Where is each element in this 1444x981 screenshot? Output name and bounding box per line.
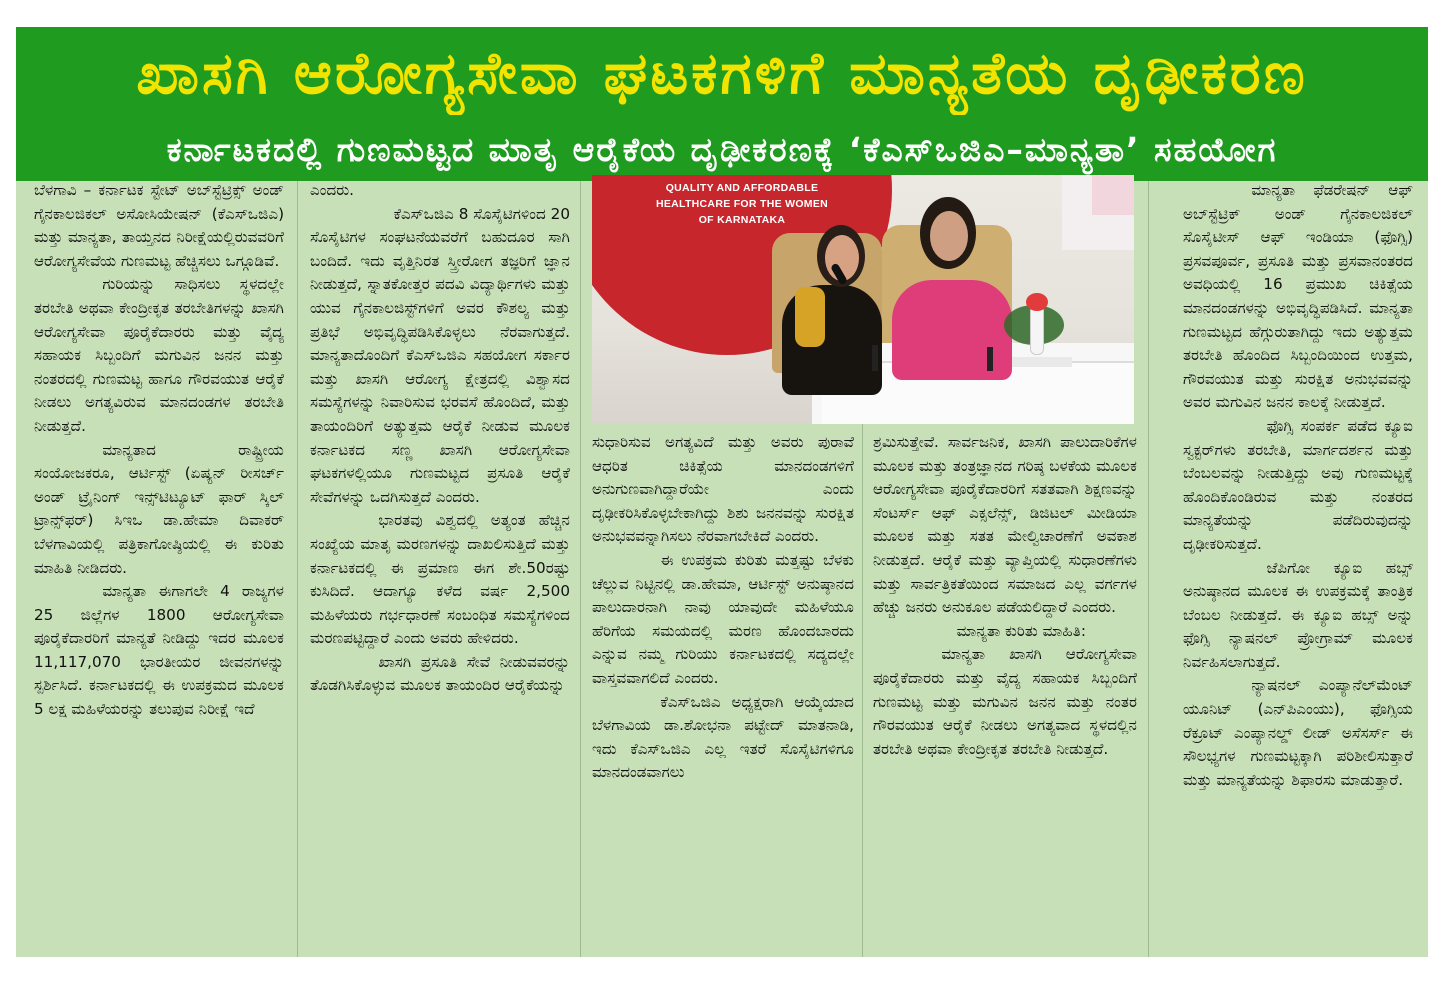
paragraph: ಬೆಳಗಾವಿ – ಕರ್ನಾಟಕ ಸ್ಟೇಟ್ ಅಬ್‌ಸ್ಟೆಟ್ರಿಕ್ಸ್ ಅಂಡ್ ಗೈನಕಾಲಜಿಕಲ್ ಅಸೋಸಿಯೇಷನ್ (ಕೆಎಸ್‌ಒಜಿಎ) ಮತ್ತು ಮಾನ್ಯತಾ, ತಾಯ್ತನದ ನಿರೀಕ್ಷೆಯಲ್ಲಿರುವವರಿಗೆ ಆರೋಗ್ಯಸೇವೆಯ ಗುಣಮಟ್ಟ ಹೆಚ್ಚಿಸಲು ಒಗ್ಗೂಡಿವೆ. bbox=[34, 181, 284, 270]
article-column-2 bbox=[310, 179, 570, 957]
paragraph: ಖಾಸಗಿ ಪ್ರಸೂತಿ ಸೇವೆ ನೀಡುವವರನ್ನು ತೊಡಗಿಸಿಕೊಳ್ಳುವ ಮೂಲಕ ತಾಯಂದಿರ ಆರೈಕೆಯನ್ನು bbox=[310, 652, 570, 695]
flower-vase bbox=[1030, 305, 1044, 355]
paragraph: ನ್ಯಾಷನಲ್ ಎಂಪ್ಯಾನೆಲ್‌ಮೆಂಟ್ ಯೂನಿಟ್ (ಎನ್‌ಪಿಎಂಯು), ಫೊಗ್ಸಿಯ ರೆಕ್ರೂಟ್ ಎಂಪ್ಯಾನಲ್ಡ್ ಲೀಡ್ ಅಸೆಸರ್ಸ್ ಈ ಸೌಲಭ್ಯಗಳ ಗುಣಮಟ್ಟಕ್ಕಾಗಿ ಪರಿಶೀಲಿಸುತ್ತಾರೆ ಮತ್ತು ಮಾನ್ಯತೆಯನ್ನು ಶಿಫಾರಸು ಮಾಡುತ್ತಾರೆ. bbox=[1183, 676, 1413, 789]
paragraph: ಫೊಗ್ಸಿ ಸಂಪರ್ಕ ಪಡೆದ ಕ್ಯೂಐ ಸ್ವಕ್ಟರ್‌ಗಳು ತರಬೇತಿ, ಮಾರ್ಗದರ್ಶನ ಮತ್ತು ಬೆಂಬಲವನ್ನು ನೀಡುತ್ತಿದ್ದು ಅವು ಗುಣಮಟ್ಟಕ್ಕೆ ಹೊಂದಿಕೊಂಡಿರುವ ಮತ್ತು ನಂತರದ ಮಾನ್ಯತೆಯನ್ನು ಪಡೆದಿರುವುದನ್ನು ದೃಢೀಕರಿಸುತ್ತದೆ. bbox=[1183, 416, 1413, 553]
table-microphone bbox=[872, 345, 878, 371]
column-divider bbox=[297, 181, 298, 957]
paragraph: ಭಾರತವು ವಿಶ್ವದಲ್ಲಿ ಅತ್ಯಂತ ಹೆಚ್ಚಿನ ಸಂಖ್ಯೆಯ ಮಾತೃ ಮರಣಗಳನ್ನು ದಾಖಲಿಸುತ್ತಿದೆ ಮತ್ತು ಕರ್ನಾಟಕದಲ್ಲಿ ಈ ಪ್ರಮಾಣ ಈಗ ಶೇ.50ರಷ್ಟು ಕುಸಿದಿದೆ. ಆದಾಗ್ಯೂ ಕಳೆದ ವರ್ಷ 2,500 ಮಹಿಳೆಯರು ಗರ್ಭಧಾರಣೆ ಸಂಬಂಧಿತ ಸಮಸ್ಯೆಗಳಿಂದ ಮರಣಪಟ್ಟಿದ್ದಾರೆ ಎಂದು ಅವರು ಹೇಳಿದರು. bbox=[310, 511, 570, 648]
article-column-5 bbox=[1183, 179, 1413, 957]
paragraph: ಕೆಎಸ್‌ಒಜಿಎ ಅಧ್ಯಕ್ಷರಾಗಿ ಆಯ್ಕೆಯಾದ ಬೆಳಗಾವಿಯ ಡಾ.ಶೋಭನಾ ಪಟ್ಟೇದ್ ಮಾತನಾಡಿ, ಇದು ಕೆಎಸ್‌ಒಜಿಎ ಎಲ್ಲ ಇತರೆ ಸೊಸೈಟಿಗಳಿಗೂ ಮಾನದಂಡವಾಗಲು bbox=[592, 692, 854, 782]
paragraph: ಗುರಿಯನ್ನು ಸಾಧಿಸಲು ಸ್ಥಳದಲ್ಲೇ ತರಬೇತಿ ಅಥವಾ ಕೇಂದ್ರೀಕೃತ ತರಬೇತಿಗಳನ್ನು ಖಾಸಗಿ ಆರೋಗ್ಯಸೇವಾ ಪೂರೈಕೆದಾರರು ಮತ್ತು ವೈದ್ಯ ಸಹಾಯಕ ಸಿಬ್ಬಂದಿಗೆ ಮಗುವಿನ ಜನನ ಮತ್ತು ನಂತರದಲ್ಲಿ ಗುಣಮಟ್ಟ ಹಾಗೂ ಗೌರವಯುತ ಆರೈಕೆ ನೀಡಲು ಅಗತ್ಯವಿರುವ ಮಾನದಂಡಗಳ ತರಬೇತಿ ನೀಡುತ್ತದೆ. bbox=[34, 275, 284, 435]
red-flower bbox=[1026, 293, 1048, 311]
article-column-3 bbox=[592, 431, 854, 957]
article-column-4 bbox=[873, 431, 1137, 957]
table-papers bbox=[1012, 357, 1072, 367]
section-subheading: ಮಾನ್ಯತಾ ಕುರಿತು ಮಾಹಿತಿ: bbox=[956, 621, 1086, 640]
paragraph: ಮಾನ್ಯತಾ ಫೆಡರೇಷನ್ ಆಫ್ ಅಬ್‌ಸ್ಟೆಟ್ರಿಕ್ ಅಂಡ್ ಗೈನಕಾಲಜಿಕಲ್ ಸೊಸೈಟೀಸ್ ಆಫ್ ಇಂಡಿಯಾ (ಫೊಗ್ಸಿ) ಪ್ರಸವಪೂರ್ವ, ಪ್ರಸೂತಿ ಮತ್ತು ಪ್ರಸವಾನಂತರದ ಅವಧಿಯಲ್ಲಿ 16 ಪ್ರಮುಖ ಚಿಕಿತ್ಸೆಯ ಮಾನದಂಡಗಳನ್ನು ಅಭಿವೃದ್ಧಿಪಡಿಸಿದೆ. ಮಾನ್ಯತಾ ಗುಣಮಟ್ಟದ ಹೆಗ್ಗುರುತಾಗಿದ್ದು ಇದು ಅತ್ಯುತ್ತಮ ತರಬೇತಿ ಹೊಂದಿದ ಸಿಬ್ಬಂದಿಯಿಂದ ಉತ್ತಮ, ಗೌರವಯುತ ಮತ್ತು ಸುರಕ್ಷಿತ ಅನುಭವವನ್ನು ಅವರ ಮಗುವಿನ ಜನನ ಕಾಲಕ್ಕೆ ನೀಡುತ್ತದೆ. bbox=[1183, 181, 1413, 412]
table-microphone bbox=[987, 347, 993, 371]
paragraph: ಮಾನ್ಯತಾ ಖಾಸಗಿ ಆರೋಗ್ಯಸೇವಾ ಪೂರೈಕೆದಾರರು ಮತ್ತು ವೈದ್ಯ ಸಹಾಯಕ ಸಿಬ್ಬಂದಿಗೆ ಗುಣಮಟ್ಟ ಮತ್ತು ಮಗುವಿನ ಜನನ ಮತ್ತು ನಂತರ ಗೌರವಯುತ ಆರೈಕೆ ನೀಡಲು ಅಗತ್ಯವಾದ ಸ್ಥಳದಲ್ಲಿನ ತರಬೇತಿ ಅಥವಾ ಕೇಂದ್ರೀಕೃತ ತರಬೇತಿ ನೀಡುತ್ತದೆ. bbox=[873, 645, 1137, 758]
speaker-left-saree-border bbox=[795, 287, 825, 347]
headline-banner bbox=[16, 27, 1428, 181]
subheadline: ಕರ್ನಾಟಕದಲ್ಲಿ ಗುಣಮಟ್ಟದ ಮಾತೃ ಆರೈಕೆಯ ದೃಢೀಕರಣಕ್ಕೆ ‘ಕೆಎಸ್‌ಒಜಿಎ–ಮಾನ್ಯತಾ’ ಸಹಯೋಗ bbox=[166, 130, 1278, 169]
paragraph: ಸುಧಾರಿಸುವ ಅಗತ್ಯವಿದೆ ಮತ್ತು ಅವರು ಪುರಾವೆ ಆಧರಿತ ಚಿಕಿತ್ಸೆಯ ಮಾನದಂಡಗಳಿಗೆ ಅನುಗುಣವಾಗಿದ್ದಾರೆಯೇ ಎಂದು ದೃಢೀಕರಿಸಿಕೊಳ್ಳಬೇಕಾಗಿದ್ದು ಶಿಶು ಜನನವನ್ನು ಸುರಕ್ಷಿತ ಅನುಭವವನ್ನಾಗಿಸಲು ನೆರವಾಗಬೇಕಿದೆ ಎಂದರು. bbox=[592, 433, 854, 546]
column-divider bbox=[580, 181, 581, 957]
column-divider bbox=[1148, 181, 1149, 957]
paragraph: ಶ್ರಮಿಸುತ್ತೇವೆ. ಸಾರ್ವಜನಿಕ, ಖಾಸಗಿ ಪಾಲುದಾರಿಕೆಗಳ ಮೂಲಕ ಮತ್ತು ತಂತ್ರಜ್ಞಾನದ ಗರಿಷ್ಠ ಬಳಕೆಯ ಮೂಲಕ ಆರೋಗ್ಯಸೇವಾ ಪೂರೈಕೆದಾರರಿಗೆ ಸತತವಾಗಿ ಶಿಕ್ಷಣವನ್ನು ಸೆಂಟರ್ಸ್ ಆಫ್ ಎಕ್ಸಲೆನ್ಸ್, ಡಿಜಿಟಲ್ ಮೀಡಿಯಾ ಮೂಲಕ ಮತ್ತು ಸತತ ಮೇಲ್ವಿಚಾರಣೆಗೆ ಅವಕಾಶ ನೀಡುತ್ತದೆ. ಆರೈಕೆ ಮತ್ತು ವ್ಯಾಪ್ತಿಯಲ್ಲಿ ಸುಧಾರಣೆಗಳು ಮತ್ತು ಸಾರ್ವತ್ರಿಕತೆಯಿಂದ ಸಮಾಜದ ಎಲ್ಲ ವರ್ಗಗಳ ಹೆಚ್ಚು ಜನರು ಅನುಕೂಲ ಪಡೆಯಲಿದ್ದಾರೆ ಎಂದರು. bbox=[873, 433, 1137, 617]
press-conference-photo bbox=[592, 175, 1134, 424]
event-banner-text: QUALITY AND AFFORDABLE HEALTHCARE FOR THE WOMEN OF KARNATAKA bbox=[655, 182, 829, 226]
headline: ಖಾಸಗಿ ಆರೋಗ್ಯಸೇವಾ ಘಟಕಗಳಿಗೆ ಮಾನ್ಯತೆಯ ದೃಢೀಕರಣ bbox=[136, 38, 1308, 107]
paragraph: ಕೆಎಸ್‌ಒಜಿಎ 8 ಸೊಸೈಟಿಗಳಿಂದ 20 ಸೊಸೈಟಿಗಳ ಸಂಘಟನೆಯವರೆಗೆ ಬಹುದೂರ ಸಾಗಿ ಬಂದಿದೆ. ಇದು ವೃತ್ತಿನಿರತ ಸ್ತ್ರೀರೋಗ ತಜ್ಞರಿಗೆ ಜ್ಞಾನ ನೀಡುತ್ತದೆ, ಸ್ನಾತಕೋತ್ತರ ಪದವಿ ವಿದ್ಯಾರ್ಥಿಗಳು ಮತ್ತು ಯುವ ಗೈನಕಾಲಜಿಸ್ಟ್‌ಗಳಿಗೆ ಅವರ ಕೌಶಲ್ಯ ಮತ್ತು ಪ್ರತಿಭೆ ಅಭಿವೃದ್ಧಿಪಡಿಸಿಕೊಳ್ಳಲು ನೆರವಾಗುತ್ತದೆ. ಮಾನ್ಯತಾದೊಂದಿಗೆ ಕೆಎಸ್‌ಒಜಿಎ ಸಹಯೋಗ ಸರ್ಕಾರ ಮತ್ತು ಖಾಸಗಿ ಆರೋಗ್ಯ ಕ್ಷೇತ್ರದಲ್ಲಿ ವಿಶ್ವಾಸದ ಸಮಸ್ಯೆಗಳನ್ನು ನಿವಾರಿಸುವ ಭರವಸೆ ಹೊಂದಿದೆ, ಮತ್ತು ತಾಯಂದಿರಿಗೆ ಅತ್ಯುತ್ತಮ ಆರೈಕೆ ನೀಡುವ ಮೂಲಕ ಕರ್ನಾಟಕದ ಸಣ್ಣ ಖಾಸಗಿ ಆರೋಗ್ಯಸೇವಾ ಘಟಕಗಳಲ್ಲಿಯೂ ಗುಣಮಟ್ಟದ ಪ್ರಸೂತಿ ಆರೈಕೆ ಸೇವೆಗಳನ್ನು ಒದಗಿಸುತ್ತದೆ ಎಂದರು. bbox=[310, 204, 570, 506]
paragraph: ಮಾನ್ಯತಾದ ರಾಷ್ಟ್ರೀಯ ಸಂಯೋಜಕರೂ, ಆರ್ಟಿಸ್ಟ್ (ಏಷ್ಯನ್ ರೀಸರ್ಚ್ ಅಂಡ್ ಟ್ರೈನಿಂಗ್ ಇನ್ಸ್‌ಟಿಟ್ಯೂಟ್ ಫಾರ್ ಸ್ಕಿಲ್ ಟ್ರಾನ್ಸ್‌ಫರ್) ಸಿಇಒ ಡಾ.ಹೇಮಾ ದಿವಾಕರ್ ಬೆಳಗಾವಿಯಲ್ಲಿ ಪತ್ರಿಕಾಗೋಷ್ಠಿಯಲ್ಲಿ ಈ ಕುರಿತು ಮಾಹಿತಿ ನೀಡಿದರು. bbox=[34, 440, 284, 577]
paragraph: ಮಾನ್ಯತಾ ಈಗಾಗಲೇ 4 ರಾಜ್ಯಗಳ 25 ಜಿಲ್ಲೆಗಳ 1800 ಆರೋಗ್ಯಸೇವಾ ಪೂರೈಕೆದಾರರಿಗೆ ಮಾನ್ಯತೆ ನೀಡಿದ್ದು ಇದರ ಮೂಲಕ 11,117,070 ಭಾರತೀಯರ ಜೀವನಗಳನ್ನು ಸ್ಪರ್ಶಿಸಿದೆ. ಕರ್ನಾಟಕದಲ್ಲಿ ಈ ಉಪಕ್ರಮದ ಮೂಲಕ 5 ಲಕ್ಷ ಮಹಿಳೆಯರನ್ನು ತಲುಪುವ ನಿರೀಕ್ಷೆ ಇದೆ bbox=[34, 582, 284, 719]
article-column-1 bbox=[34, 179, 284, 957]
paragraph: ಎಂದರು. bbox=[310, 181, 354, 199]
speaker-right-face bbox=[930, 211, 968, 261]
screen-pink-panel bbox=[1092, 175, 1134, 215]
speaker-right-body bbox=[892, 280, 1012, 380]
paragraph: ಜೆಪಿಗೋ ಕ್ಯೂಐ ಹಬ್ಸ್ ಅನುಷ್ಠಾನದ ಮೂಲಕ ಈ ಉಪಕ್ರಮಕ್ಕೆ ತಾಂತ್ರಿಕ ಬೆಂಬಲ ನೀಡುತ್ತದೆ. ಈ ಕ್ಯೂಐ ಹಬ್ಸ್ ಅನ್ನು ಫೊಗ್ಸಿ ನ್ಯಾಷನಲ್ ಪ್ರೋಗ್ರಾಮ್ ಮೂಲಕ ನಿರ್ವಹಿಸಲಾಗುತ್ತದೆ. bbox=[1183, 558, 1413, 671]
paragraph: ಈ ಉಪಕ್ರಮ ಕುರಿತು ಮತ್ತಷ್ಟು ಬೆಳಕು ಚೆಲ್ಲುವ ನಿಟ್ಟಿನಲ್ಲಿ ಡಾ.ಹೇಮಾ, ಆರ್ಟಿಸ್ಟ್ ಅನುಷ್ಠಾನದ ಪಾಲುದಾರನಾಗಿ ನಾವು ಯಾವುದೇ ಮಹಿಳೆಯೂ ಹೆರಿಗೆಯ ಸಮಯದಲ್ಲಿ ಮರಣ ಹೊಂದಬಾರದು ಎನ್ನುವ ನಮ್ಮ ಗುರಿಯು ಕರ್ನಾಟಕದಲ್ಲಿ ಸದ್ಯದಲ್ಲೇ ವಾಸ್ತವವಾಗಲಿದೆ ಎಂದರು. bbox=[592, 550, 854, 687]
